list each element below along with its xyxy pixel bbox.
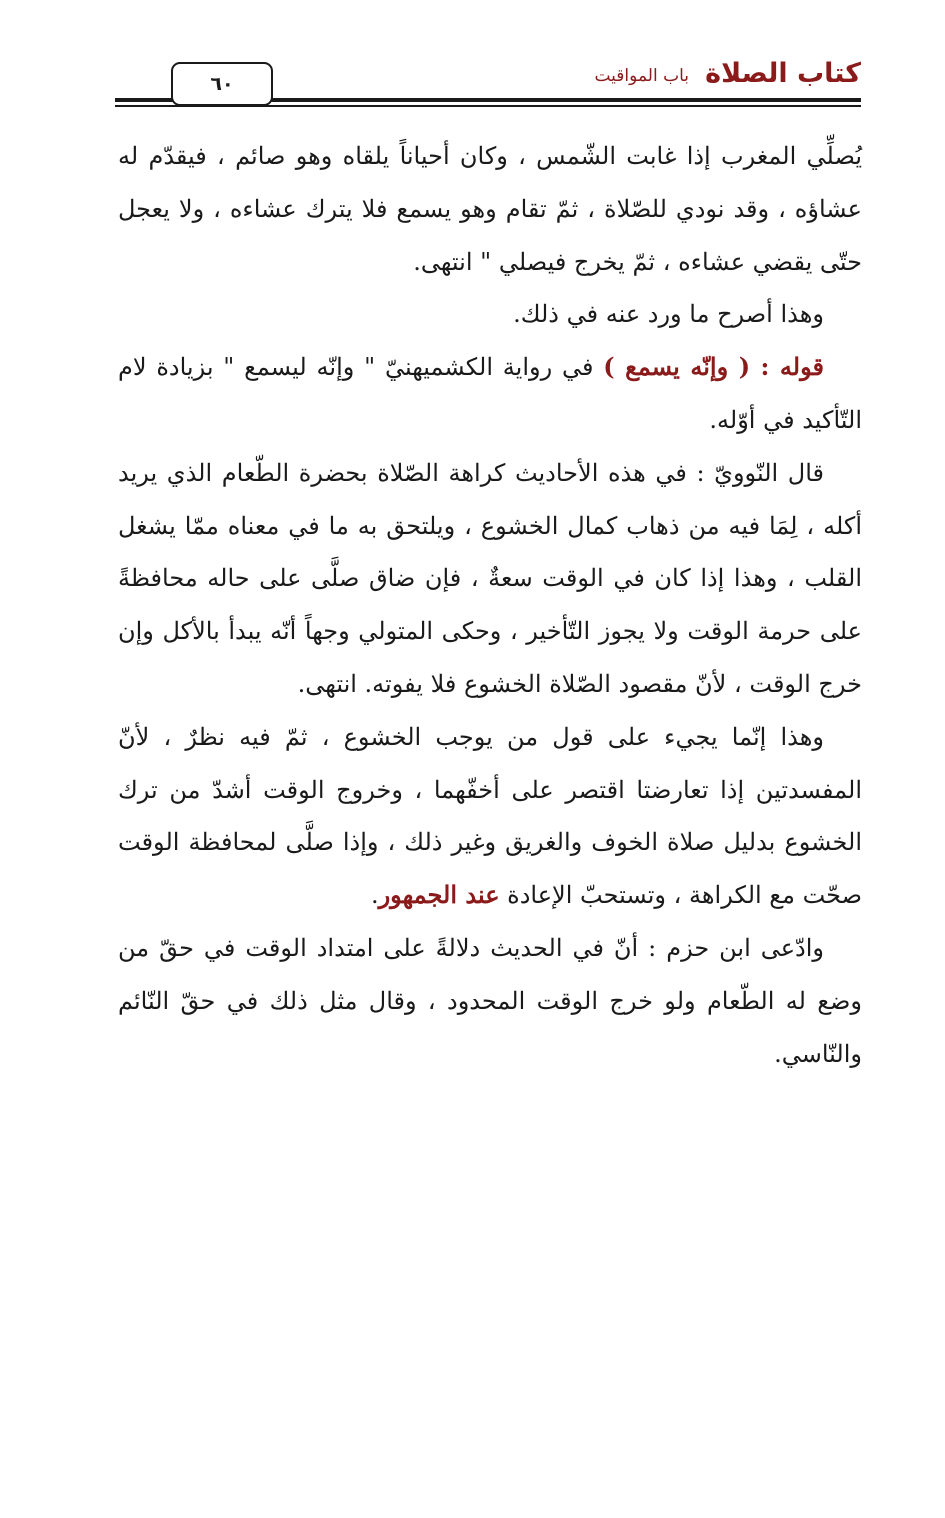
paragraph-text: قال النّوويّ : في هذه الأحاديث كراهة الصّلاة بحضرة الطّعام الذي يريد أكله ، لِمَا فيه من ذهاب كمال الخشوع ، ويلتحق به ما في معناه ممّا يشغل القلب ، وهذا إذا كان في الوقت سعةٌ ، فإن ضاق صلَّى على حاله محافظةً على حرمة الوقت ولا يجوز التّأخير ، وحكى المتولي وجهاً أنّه يبدأ بالأكل وإن خرج الوقت ، لأنّ مقصود الصّلاة الخشوع فلا يفوته. انتهى. bbox=[118, 458, 862, 698]
paragraph-text: في رواية الكشميهنيّ " وإنّه ليسمع " بزيادة لام التّأكيد في أوّله. bbox=[118, 353, 862, 434]
paragraph-khushu bbox=[118, 711, 862, 922]
paragraph-tail: . bbox=[370, 881, 379, 910]
paragraph-nawawi bbox=[118, 447, 862, 711]
paragraph-text: وهذا أصرح ما ورد عنه في ذلك. bbox=[513, 300, 824, 329]
book-title: كتاب الصلاة bbox=[705, 58, 861, 89]
page-body bbox=[118, 130, 862, 1080]
chapter-title: باب المواقيت bbox=[594, 66, 689, 86]
commentary-lead: قوله : ( وإنّه يسمع ) bbox=[603, 352, 824, 382]
paragraph-hadith-continuation bbox=[118, 130, 862, 288]
paragraph-text: يُصلِّي المغرب إذا غابت الشّمس ، وكان أحياناً يلقاه وهو صائم ، فيقدّم له عشاؤه ، وقد نودي للصّلاة ، ثمّ تقام وهو يسمع فلا يترك عشاءه ، ولا يعجل حتّى يقضي عشاءه ، ثمّ يخرج فيصلي " انتهى. bbox=[118, 142, 862, 276]
paragraph-commentary-quote bbox=[118, 341, 862, 447]
page-number: ٦٠ bbox=[171, 62, 273, 106]
highlight-majority: عند الجمهور bbox=[378, 880, 500, 910]
paragraph-text: وادّعى ابن حزم : أنّ في الحديث دلالةً على امتداد الوقت في حقّ من وضع له الطّعام ولو خرج الوقت المحدود ، وقال مثل ذلك في حقّ النّائم والنّاسي. bbox=[118, 933, 862, 1068]
paragraph-text: وهذا إنّما يجيء على قول من يوجب الخشوع ، ثمّ فيه نظرٌ ، لأنّ المفسدتين إذا تعارضتا اقتصر على أخفّهما ، وخروج الوقت أشدّ من ترك الخشوع بدليل صلاة الخوف والغريق وغير ذلك ، وإذا صلَّى لمحافظة الوقت صحّت مع الكراهة ، وتستحبّ الإعادة bbox=[118, 722, 862, 910]
paragraph-clearest bbox=[118, 288, 862, 341]
paragraph-ibn-hazm bbox=[118, 922, 862, 1080]
page-header bbox=[115, 56, 861, 116]
